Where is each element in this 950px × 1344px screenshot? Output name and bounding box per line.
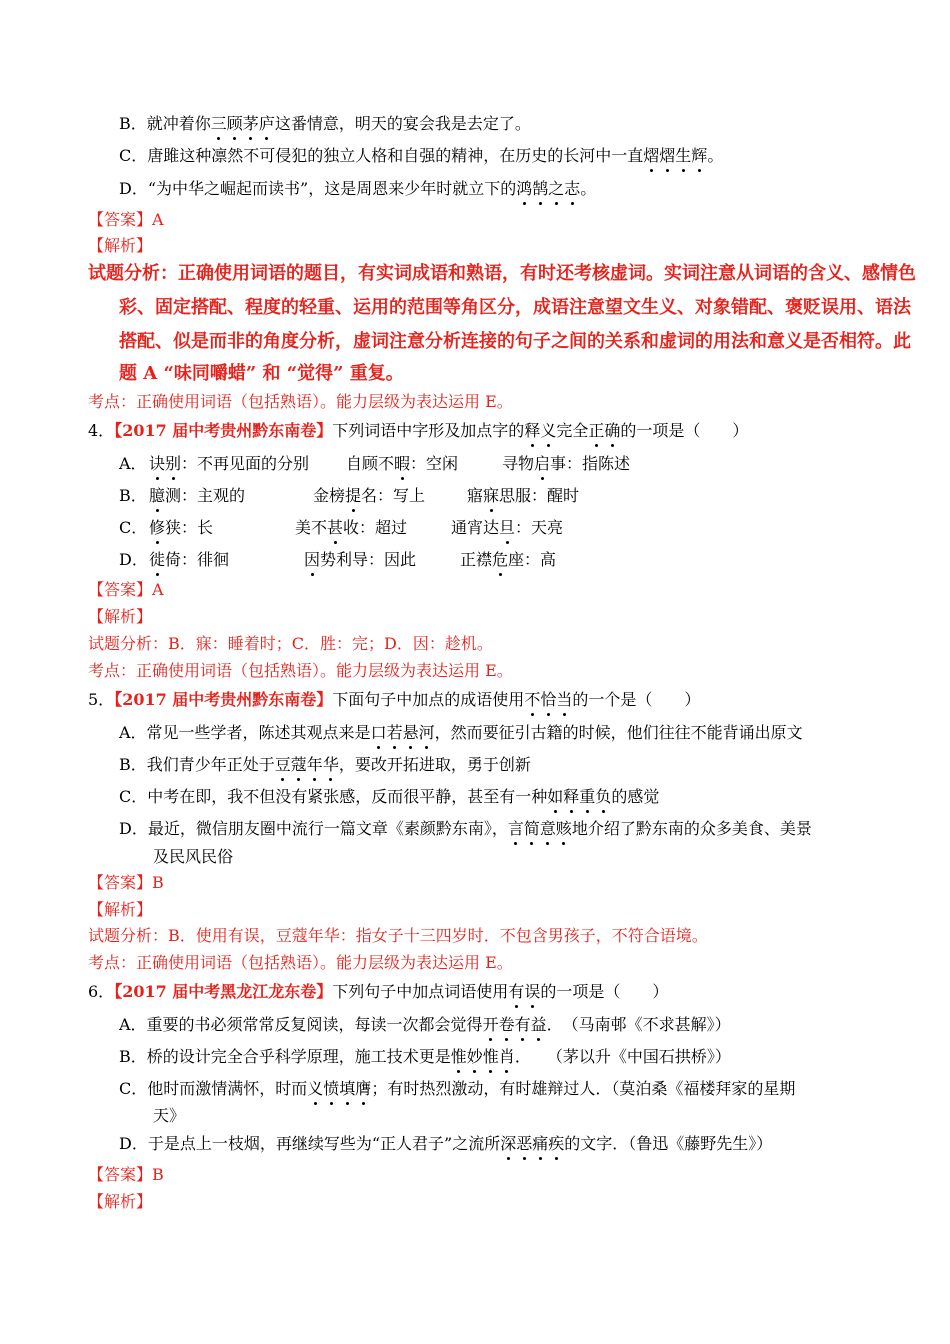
q4-b-col1: 臆测：主观的 bbox=[149, 486, 246, 505]
q4-d-col3: 正襟危座：高 bbox=[460, 550, 557, 569]
dotted-text: 因 bbox=[304, 550, 321, 569]
q5-option-b: B．我们青少年正处于豆蔻年华，要改开拓进取，勇于创新 bbox=[119, 755, 531, 774]
q3-option-d: D．“为中华之崛起而读书”，这是周恩来少年时就立下的鸿鹄之志。 bbox=[119, 179, 597, 198]
q6-answer: 【答案】B bbox=[88, 1165, 164, 1184]
document-page: B．就冲着你三顾茅庐这番情意，明天的宴会我是去定了。 C．唐雎这种凛然不可侵犯的独立人格和自强的精神，在历史的长河中一直熠熠生辉。 D．“为中华之崛起而读书”，这是周恩来少年时就立下的鸿鹄之志。 【答案】A 【解析】 试题分析：正确使用词语的题目，有实词成语和熟语，有时还考核虚词。实词注意从词语的含义、感情色 彩、固定搭配、程度的轻重、运用的范围等角区分，成语注意望文生义、对象错配、褒贬误用、语法 搭配、似是而非的角度分析，虚词注意分析连接的句子之间的关系和虚词的用法和意义是否相符。此 题 A “味同嚼蜡” 和 “觉得” 重复。 考点：正确使用词语（包括熟语）。能力层级为表达运用 E。 4．【2017 届中考贵州黔东南卷】下列词语中字形及加点字的释义完全正确的一项是（ ） A． 诀别：不再见面的分别 自顾不暇：空闲 寻物启事：指陈述 B． 臆测：主观的 金榜提名：写上 寤寐思服：醒时 C． 修狭：长 美不甚收：超过 通宵达旦：天亮 D． 徙倚：徘徊 因势利导：因此 正襟危座：高 【答案】A 【解析】 试题分析：B．寐：睡着时；C．胜：完；D．因：趁机。 考点：正确使用词语（包括熟语）。能力层级为表达运用 E。 5．【2017 届中考贵州黔东南卷】下面句子中加点的成语使用不恰当的一个是（ ） A．常见一些学者，陈述其观点来是口若悬河，然而要征引古籍的时候，他们往往不能背诵出原文 B．我们青少年正处于豆蔻年华，要改开拓进取，勇于创新 C．中考在即，我不但没有紧张感，反而很平静，甚至有一种如释重负的感觉 D．最近，微信朋友圈中流行一篇文章《素颜黔东南》，言简意赅地介绍了黔东南的众多美食、美景 及民风民俗 【答案】B 【解析】 试题分析：B．使用有误，豆蔻年华：指女子十三四岁时．不包含男孩子，不符合语境。 考点：正确使用词语（包括熟语）。能力层级为表达运用 E。 6．【2017 届中考黑龙江龙东卷】下列句子中加点词语使用有误的一项是（ ） A．重要的书必须常常反复阅读，每读一次都会觉得开卷有益． （马南邨《不求甚解》） B．桥的设计完全合乎科学原理，施工技术更是惟妙惟肖． （茅以升《中国石拱桥》） C．他时而激情满怀，时而义愤填膺；有时热烈激动，有时雄辩过人．（莫泊桑《福楼拜家的星期 天》 D．于是点上一枝烟，再继续写些为“正人君子”之流所深恶痛疾的文字．（鲁迅《藤野先生》） 【答案】B 【解析】 bbox=[88, 114, 916, 1211]
q6-option-b: B．桥的设计完全合乎科学原理，施工技术更是惟妙惟肖． （茅以升《中国石拱桥》） bbox=[119, 1047, 731, 1066]
q5-kaodian: 考点：正确使用词语（包括熟语）。能力层级为表达运用 E。 bbox=[88, 953, 513, 972]
dotted-text: 释义 bbox=[524, 421, 557, 440]
dotted-text: 甚 bbox=[327, 518, 344, 537]
source-tag: 【2017 届中考贵州黔东南卷】 bbox=[114, 421, 333, 440]
q6-option-a: A．重要的书必须常常反复阅读，每读一次都会觉得开卷有益． （马南邨《不求甚解》） bbox=[119, 1015, 731, 1034]
q4-c-col1: 修狭：长 bbox=[149, 518, 214, 537]
q4-d-col2: 因势利导：因此 bbox=[304, 550, 417, 569]
q4-d-col1: 徙倚：徘徊 bbox=[149, 550, 230, 569]
q4-c-col3: 通宵达旦：天亮 bbox=[451, 518, 564, 537]
q3-analysis-line-2: 彩、固定搭配、程度的轻重、运用的范围等角区分，成语注意望文生义、对象错配、褒贬误用、语法 bbox=[119, 297, 911, 318]
dotted-text: 开卷有益 bbox=[482, 1015, 547, 1034]
dotted-text: 不恰当 bbox=[524, 690, 573, 709]
q5-option-a: A．常见一些学者，陈述其观点来是口若悬河，然而要征引古籍的时候，他们往往不能背诵出原文 bbox=[119, 723, 803, 742]
q3-analysis-line-1: 试题分析：正确使用词语的题目，有实词成语和熟语，有时还考核虚词。实词注意从词语的含义、感情色 bbox=[88, 263, 916, 284]
dotted-text: 徙 bbox=[149, 550, 166, 569]
dotted-text: 启 bbox=[534, 454, 551, 473]
dotted-text: 危 bbox=[492, 550, 509, 569]
dotted-text: 如释重负 bbox=[547, 787, 612, 806]
dotted-text: 修 bbox=[149, 518, 166, 537]
q5-answer: 【答案】B bbox=[88, 873, 164, 892]
q4-b-col2: 金榜提名：写上 bbox=[313, 486, 426, 505]
dotted-text: 有误 bbox=[508, 982, 541, 1001]
dotted-text: 口若悬河 bbox=[370, 723, 435, 742]
q5-analysis-label: 【解析】 bbox=[88, 900, 153, 919]
q4-stem: 4．【2017 届中考贵州黔东南卷】下列词语中字形及加点字的释义完全正确的一项是（ ） bbox=[88, 421, 749, 440]
q4-b-col3: 寤寐思服：醒时 bbox=[467, 486, 580, 505]
q5-option-c: C．中考在即，我不但没有紧张感，反而很平静，甚至有一种如释重负的感觉 bbox=[119, 787, 660, 806]
q6-option-c: C．他时而激情满怀，时而义愤填膺；有时热烈激动，有时雄辩过人．（莫泊桑《福楼拜家的星期 bbox=[119, 1079, 796, 1098]
dotted-text: 诀别 bbox=[149, 454, 182, 473]
answer-label: 【答案】 bbox=[88, 873, 153, 892]
q3-analysis-line-4: 题 A “味同嚼蜡” 和 “觉得” 重复。 bbox=[119, 363, 404, 384]
dotted-text: 熠熠生辉 bbox=[643, 146, 708, 165]
q3-analysis-label: 【解析】 bbox=[88, 236, 153, 255]
dotted-text: 言简意赅 bbox=[507, 819, 572, 838]
dotted-text: 鸿鹄之志 bbox=[516, 179, 581, 198]
answer-label: 【答案】 bbox=[88, 1165, 153, 1184]
q3-option-c: C．唐雎这种凛然不可侵犯的独立人格和自强的精神，在历史的长河中一直熠熠生辉。 bbox=[119, 146, 724, 165]
dotted-text: 惟妙惟肖 bbox=[450, 1047, 515, 1066]
answer-label: 【答案】 bbox=[88, 580, 153, 599]
q4-c-col2: 美不甚收：超过 bbox=[295, 518, 408, 537]
q6-analysis-label: 【解析】 bbox=[88, 1192, 153, 1211]
dotted-text: 正确 bbox=[588, 421, 621, 440]
q4-answer: 【答案】A bbox=[88, 580, 164, 599]
source-tag: 【2017 届中考贵州黔东南卷】 bbox=[114, 690, 333, 709]
dotted-text: 寐 bbox=[483, 486, 500, 505]
answer-label: 【答案】 bbox=[88, 210, 153, 229]
q6-option-c-cont: 天》 bbox=[153, 1106, 186, 1125]
dotted-text: 暇 bbox=[394, 454, 411, 473]
q4-a-col3: 寻物启事：指陈述 bbox=[502, 454, 631, 473]
q4-analysis: 试题分析：B．寐：睡着时；C．胜：完；D．因：趁机。 bbox=[88, 634, 493, 653]
q3-answer: 【答案】A bbox=[88, 210, 164, 229]
q5-analysis: 试题分析：B．使用有误，豆蔻年华：指女子十三四岁时．不包含男孩子，不符合语境。 bbox=[88, 926, 708, 945]
dotted-text: 三顾茅庐 bbox=[210, 114, 275, 133]
dotted-text: 提 bbox=[345, 486, 362, 505]
q3-kaodian: 考点：正确使用词语（包括熟语）。能力层级为表达运用 E。 bbox=[88, 392, 513, 411]
q4-a-col2: 自顾不暇：空闲 bbox=[346, 454, 459, 473]
q3-option-b: B．就冲着你三顾茅庐这番情意，明天的宴会我是去定了。 bbox=[119, 114, 531, 133]
dotted-text: 旦 bbox=[499, 518, 516, 537]
q5-stem: 5．【2017 届中考贵州黔东南卷】下面句子中加点的成语使用不恰当的一个是（ ） bbox=[88, 690, 701, 709]
source-tag: 【2017 届中考黑龙江龙东卷】 bbox=[114, 982, 333, 1001]
q4-kaodian: 考点：正确使用词语（包括熟语）。能力层级为表达运用 E。 bbox=[88, 661, 513, 680]
dotted-text: 义愤填膺 bbox=[307, 1079, 372, 1098]
q5-option-d-cont: 及民风民俗 bbox=[153, 847, 234, 866]
dotted-text: 臆 bbox=[149, 486, 166, 505]
q4-analysis-label: 【解析】 bbox=[88, 607, 153, 626]
q4-a-col1: 诀别：不再见面的分别 bbox=[149, 454, 310, 473]
q3-analysis-line-3: 搭配、似是而非的角度分析，虚词注意分析连接的句子之间的关系和虚词的用法和意义是否相符。此 bbox=[119, 331, 911, 352]
dotted-text: 豆蔻年华 bbox=[274, 755, 339, 774]
q5-option-d: D．最近，微信朋友圈中流行一篇文章《素颜黔东南》，言简意赅地介绍了黔东南的众多美食、美景 bbox=[119, 819, 812, 838]
q6-option-d: D．于是点上一枝烟，再继续写些为“正人君子”之流所深恶痛疾的文字．（鲁迅《藤野先生》） bbox=[119, 1134, 773, 1153]
dotted-text: 深恶痛疾 bbox=[500, 1134, 565, 1153]
q6-stem: 6．【2017 届中考黑龙江龙东卷】下列句子中加点词语使用有误的一项是（ ） bbox=[88, 982, 669, 1001]
